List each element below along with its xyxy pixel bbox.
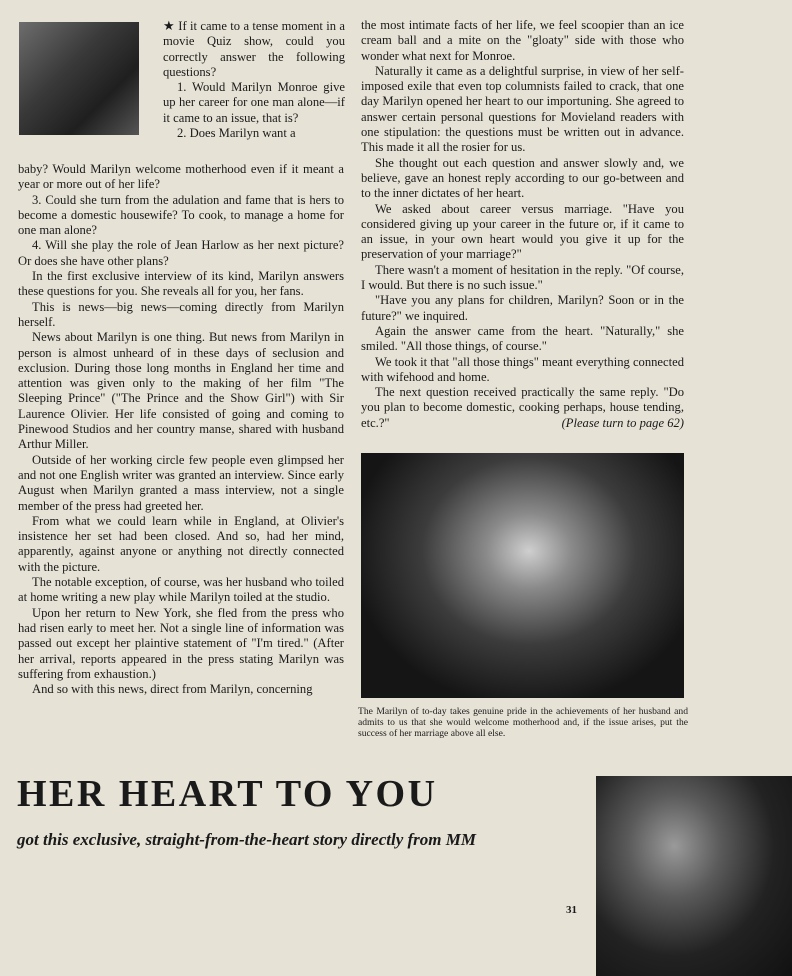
question-2-start: 2. Does Marilyn want a (177, 126, 296, 141)
left-paragraph: In the first exclusive interview of its kind, Marilyn answers these questions for you. She reveals all for you, her fans. (18, 269, 344, 299)
question-1: 1. Would Marilyn Monroe give up her career for one man alone—if it came to an issue, that is? (163, 80, 345, 125)
right-paragraph: We took it that "all those things" meant everything connected with wifehood and home. (361, 354, 684, 384)
right-paragraph: She thought out each question and answer slowly and, we believe, gave an honest reply according to our go-between and to the inner dictates of her heart. (361, 155, 684, 201)
left-paragraph: The notable exception, of course, was her husband who toiled at home writing a new play while Marilyn toiled at the studio. (18, 575, 344, 605)
star-icon: ★ (163, 18, 175, 33)
right-paragraph: Naturally it came as a delightful surprise, in view of her self-imposed exile that even top columnists failed to crack, that one day Marilyn opened her heart to our importuning. She agreed to answer certain personal questions for Movieland readers with one stipulation: the questions must be written out in advance. This made it all the rosier for us. (361, 63, 684, 155)
left-paragraph: baby? Would Marilyn welcome motherhood even if it meant a year or more out of her life? (18, 162, 344, 192)
photo-top-left (19, 22, 139, 135)
left-paragraph: This is news—big news—coming directly from Marilyn herself. (18, 299, 344, 329)
right-paragraph: "Have you any plans for children, Marilyn? Soon or in the future?" we inquired. (361, 293, 684, 323)
left-paragraph: Upon her return to New York, she fled from the press who had risen early to meet her. Not a single line of information was passed out except her plaintive statement of "I'm tired." (After her arrival, reports appeared in the press stating Marilyn was suffering from exhaustion.) (18, 605, 344, 681)
photo-caption: The Marilyn of to-day takes genuine pride in the achievements of her husband and admits to us that she would welcome motherhood and, if the issue arises, put the success of her marriage above all else. (358, 706, 688, 739)
subheadline: got this exclusive, straight-from-the-heart story directly from MM (17, 830, 476, 849)
left-paragraph: News about Marilyn is one thing. But news from Marilyn in person is almost unheard of in these days of seclusion and exclusion. During those long months in England her time and attention was given only to the making of her film "The Sleeping Prince" ("The Prince and the Show Girl") with Sir Laurence Olivier. Her life consisted of going and coming to Pinewood Studios and her country manse, shared with husband Arthur Miller. (18, 330, 344, 452)
right-paragraph-text: The next question received practically the same reply. "Do you plan to become domestic, cooking perhaps, house tending, etc.?" (361, 385, 684, 430)
right-paragraph: the most intimate facts of her life, we feel scoopier than an ice cream ball and a mite on the "gloaty" side with those who wonder what next for Monroe. (361, 18, 684, 63)
page-number: 31 (566, 904, 577, 916)
right-paragraph (361, 385, 684, 431)
continued-note: (Please turn to page 62) (561, 415, 684, 430)
right-column (361, 18, 684, 431)
photo-elvis (596, 776, 792, 976)
left-paragraph: From what we could learn while in England, at Olivier's insistence her set had been closed. And so, had her mind, apparently, against anyone or anything not directly connected with the picture. (18, 513, 344, 574)
photo-marilyn-party (361, 453, 684, 698)
left-paragraph: And so with this news, direct from Marilyn, concerning (32, 682, 313, 697)
intro-text: If it came to a tense moment in a movie Quiz show, could you correctly answer the following questions? (163, 19, 346, 79)
headline: HER HEART TO YOU (17, 773, 438, 815)
left-column (18, 162, 344, 697)
left-paragraph: 4. Will she play the role of Jean Harlow as her next picture? Or does she have other plans? (18, 238, 344, 268)
right-paragraph: We asked about career versus marriage. "Have you considered giving up your career in the future or, if it came to an issue, in your own heart would you give it up for the preservation of your marriage?" (361, 201, 684, 262)
right-paragraph: There wasn't a moment of hesitation in the reply. "Of course, I would. But there is no such issue." (361, 262, 684, 293)
left-paragraph: Outside of her working circle few people even glimpsed her and not one English writer was granted an interview. Since early August when Marilyn granted a mass interview, not a single member of the press had greeted her. (18, 452, 344, 513)
left-paragraph: 3. Could she turn from the adulation and fame that is hers to become a domestic housewife? To cook, to manage a home for one man alone? (18, 192, 344, 238)
right-paragraph: Again the answer came from the heart. "Naturally," she smiled. "All those things, of course." (361, 323, 684, 354)
intro-column (163, 18, 345, 141)
